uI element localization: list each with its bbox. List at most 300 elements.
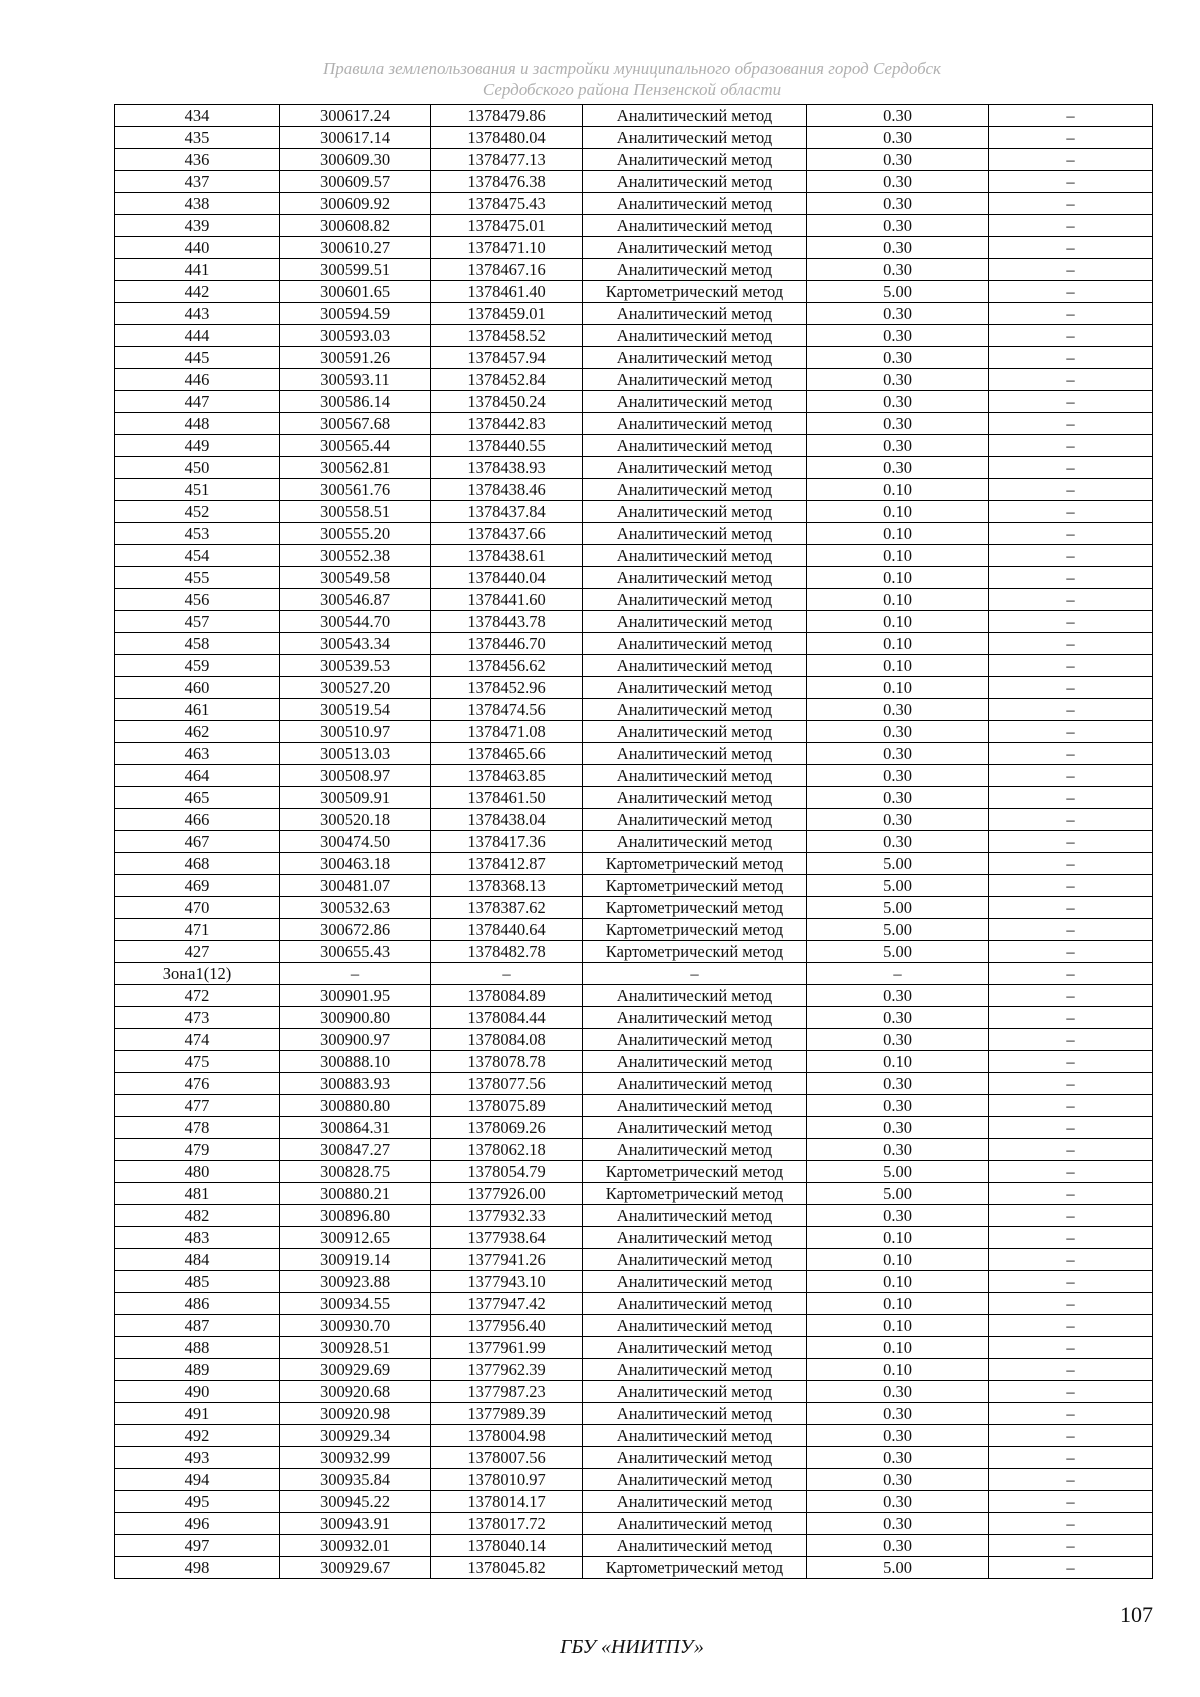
y-coordinate-cell: 1378479.86 <box>431 105 583 127</box>
table-row <box>115 765 1153 787</box>
table-row <box>115 1007 1153 1029</box>
point-number-cell: 462 <box>115 721 280 743</box>
x-coordinate-cell: 300912.65 <box>280 1227 431 1249</box>
accuracy-cell: 0.10 <box>807 611 989 633</box>
table-row <box>115 1161 1153 1183</box>
table-row <box>115 941 1153 963</box>
note-cell: – <box>989 1205 1153 1227</box>
note-cell: – <box>989 1381 1153 1403</box>
note-cell: – <box>989 1073 1153 1095</box>
table-row <box>115 281 1153 303</box>
x-coordinate-cell: 300609.30 <box>280 149 431 171</box>
y-coordinate-cell: 1378084.08 <box>431 1029 583 1051</box>
y-coordinate-cell: 1378471.08 <box>431 721 583 743</box>
y-coordinate-cell: 1378062.18 <box>431 1139 583 1161</box>
accuracy-cell: 0.30 <box>807 809 989 831</box>
x-coordinate-cell: 300508.97 <box>280 765 431 787</box>
x-coordinate-cell: 300672.86 <box>280 919 431 941</box>
accuracy-cell: 5.00 <box>807 941 989 963</box>
x-coordinate-cell: 300932.99 <box>280 1447 431 1469</box>
note-cell: – <box>989 1403 1153 1425</box>
note-cell: – <box>989 1007 1153 1029</box>
x-coordinate-cell: 300943.91 <box>280 1513 431 1535</box>
method-cell: Аналитический метод <box>583 1469 807 1491</box>
point-number-cell: 498 <box>115 1557 280 1579</box>
x-coordinate-cell: 300586.14 <box>280 391 431 413</box>
note-cell: – <box>989 457 1153 479</box>
x-coordinate-cell: 300896.80 <box>280 1205 431 1227</box>
y-coordinate-cell: 1377947.42 <box>431 1293 583 1315</box>
note-cell: – <box>989 479 1153 501</box>
table-row <box>115 1205 1153 1227</box>
point-number-cell: 455 <box>115 567 280 589</box>
note-cell: – <box>989 941 1153 963</box>
accuracy-cell: 5.00 <box>807 281 989 303</box>
document-header <box>0 58 1200 100</box>
note-cell: – <box>989 699 1153 721</box>
accuracy-cell: 0.30 <box>807 149 989 171</box>
table-row <box>115 787 1153 809</box>
method-cell: Аналитический метод <box>583 1139 807 1161</box>
note-cell: – <box>989 985 1153 1007</box>
point-number-cell: 485 <box>115 1271 280 1293</box>
note-cell: – <box>989 193 1153 215</box>
method-cell: – <box>583 963 807 985</box>
accuracy-cell: 0.30 <box>807 1139 989 1161</box>
method-cell: Аналитический метод <box>583 1205 807 1227</box>
method-cell: Аналитический метод <box>583 1271 807 1293</box>
y-coordinate-cell: 1378450.24 <box>431 391 583 413</box>
point-number-cell: 454 <box>115 545 280 567</box>
y-coordinate-cell: 1378017.72 <box>431 1513 583 1535</box>
y-coordinate-cell: 1378452.96 <box>431 677 583 699</box>
note-cell: – <box>989 1293 1153 1315</box>
x-coordinate-cell: 300929.34 <box>280 1425 431 1447</box>
point-number-cell: 463 <box>115 743 280 765</box>
table-row <box>115 1337 1153 1359</box>
table-row <box>115 325 1153 347</box>
table-row <box>115 809 1153 831</box>
y-coordinate-cell: 1378467.16 <box>431 259 583 281</box>
x-coordinate-cell: 300593.11 <box>280 369 431 391</box>
accuracy-cell: 0.30 <box>807 1425 989 1447</box>
table-row <box>115 1535 1153 1557</box>
x-coordinate-cell: 300920.68 <box>280 1381 431 1403</box>
point-number-cell: 456 <box>115 589 280 611</box>
note-cell: – <box>989 369 1153 391</box>
point-number-cell: 452 <box>115 501 280 523</box>
point-number-cell: 450 <box>115 457 280 479</box>
x-coordinate-cell: 300543.34 <box>280 633 431 655</box>
table-row <box>115 457 1153 479</box>
point-number-cell: 441 <box>115 259 280 281</box>
table-row <box>115 699 1153 721</box>
method-cell: Аналитический метод <box>583 149 807 171</box>
accuracy-cell: 0.10 <box>807 1249 989 1271</box>
accuracy-cell: 5.00 <box>807 1557 989 1579</box>
accuracy-cell: 0.30 <box>807 127 989 149</box>
accuracy-cell: 0.30 <box>807 259 989 281</box>
accuracy-cell: 0.10 <box>807 523 989 545</box>
note-cell: – <box>989 1447 1153 1469</box>
x-coordinate-cell: 300609.92 <box>280 193 431 215</box>
y-coordinate-cell: 1378477.13 <box>431 149 583 171</box>
method-cell: Аналитический метод <box>583 457 807 479</box>
table-row <box>115 1381 1153 1403</box>
note-cell: – <box>989 831 1153 853</box>
accuracy-cell: 0.30 <box>807 1205 989 1227</box>
table-row <box>115 831 1153 853</box>
y-coordinate-cell: 1378440.64 <box>431 919 583 941</box>
note-cell: – <box>989 1425 1153 1447</box>
method-cell: Аналитический метод <box>583 105 807 127</box>
y-coordinate-cell: 1378084.89 <box>431 985 583 1007</box>
table-row <box>115 721 1153 743</box>
accuracy-cell: 5.00 <box>807 853 989 875</box>
method-cell: Аналитический метод <box>583 171 807 193</box>
accuracy-cell: 0.30 <box>807 1403 989 1425</box>
x-coordinate-cell: 300481.07 <box>280 875 431 897</box>
accuracy-cell: 0.10 <box>807 677 989 699</box>
accuracy-cell: 0.10 <box>807 655 989 677</box>
note-cell: – <box>989 897 1153 919</box>
note-cell: – <box>989 237 1153 259</box>
y-coordinate-cell: 1378475.01 <box>431 215 583 237</box>
table-row <box>115 567 1153 589</box>
x-coordinate-cell: 300601.65 <box>280 281 431 303</box>
method-cell: Аналитический метод <box>583 1007 807 1029</box>
method-cell: Картометрический метод <box>583 1183 807 1205</box>
y-coordinate-cell: 1378458.52 <box>431 325 583 347</box>
x-coordinate-cell: 300555.20 <box>280 523 431 545</box>
point-number-cell: 438 <box>115 193 280 215</box>
table-row <box>115 1315 1153 1337</box>
method-cell: Аналитический метод <box>583 743 807 765</box>
accuracy-cell: 0.30 <box>807 303 989 325</box>
y-coordinate-cell: 1378443.78 <box>431 611 583 633</box>
point-number-cell: 442 <box>115 281 280 303</box>
method-cell: Аналитический метод <box>583 215 807 237</box>
table-row <box>115 413 1153 435</box>
point-number-cell: 434 <box>115 105 280 127</box>
point-number-cell: 435 <box>115 127 280 149</box>
y-coordinate-cell: 1378482.78 <box>431 941 583 963</box>
page-footer: ГБУ «НИИТПУ» <box>560 1636 704 1658</box>
method-cell: Аналитический метод <box>583 1381 807 1403</box>
method-cell: Аналитический метод <box>583 655 807 677</box>
table-row <box>115 369 1153 391</box>
accuracy-cell: 0.30 <box>807 1029 989 1051</box>
y-coordinate-cell: 1377932.33 <box>431 1205 583 1227</box>
accuracy-cell: 0.30 <box>807 369 989 391</box>
table-row <box>115 391 1153 413</box>
accuracy-cell: 5.00 <box>807 919 989 941</box>
point-number-cell: 437 <box>115 171 280 193</box>
x-coordinate-cell: 300847.27 <box>280 1139 431 1161</box>
accuracy-cell: 0.30 <box>807 985 989 1007</box>
method-cell: Аналитический метод <box>583 1403 807 1425</box>
x-coordinate-cell: 300565.44 <box>280 435 431 457</box>
table-row <box>115 743 1153 765</box>
point-number-cell: 476 <box>115 1073 280 1095</box>
table-row <box>115 1557 1153 1579</box>
table-row <box>115 545 1153 567</box>
point-number-cell: 458 <box>115 633 280 655</box>
point-number-cell: 481 <box>115 1183 280 1205</box>
y-coordinate-cell: 1378442.83 <box>431 413 583 435</box>
x-coordinate-cell: 300919.14 <box>280 1249 431 1271</box>
accuracy-cell: 0.30 <box>807 171 989 193</box>
accuracy-cell: 0.10 <box>807 1315 989 1337</box>
x-coordinate-cell: 300519.54 <box>280 699 431 721</box>
note-cell: – <box>989 567 1153 589</box>
point-number-cell: 464 <box>115 765 280 787</box>
method-cell: Аналитический метод <box>583 1425 807 1447</box>
note-cell: – <box>989 215 1153 237</box>
method-cell: Аналитический метод <box>583 391 807 413</box>
point-number-cell: 493 <box>115 1447 280 1469</box>
x-coordinate-cell: 300609.57 <box>280 171 431 193</box>
accuracy-cell: 0.10 <box>807 501 989 523</box>
method-cell: Аналитический метод <box>583 237 807 259</box>
note-cell: – <box>989 1359 1153 1381</box>
accuracy-cell: 0.30 <box>807 1117 989 1139</box>
x-coordinate-cell: 300608.82 <box>280 215 431 237</box>
point-number-cell: 447 <box>115 391 280 413</box>
method-cell: Аналитический метод <box>583 699 807 721</box>
note-cell: – <box>989 721 1153 743</box>
y-coordinate-cell: 1377962.39 <box>431 1359 583 1381</box>
note-cell: – <box>989 1249 1153 1271</box>
note-cell: – <box>989 1271 1153 1293</box>
table-row <box>115 1491 1153 1513</box>
point-number-cell: 466 <box>115 809 280 831</box>
point-number-cell: 473 <box>115 1007 280 1029</box>
method-cell: Картометрический метод <box>583 1161 807 1183</box>
y-coordinate-cell: 1378440.04 <box>431 567 583 589</box>
accuracy-cell: 0.30 <box>807 105 989 127</box>
header-line-2: Сердобского района Пензенской области <box>482 80 782 99</box>
accuracy-cell: 0.10 <box>807 567 989 589</box>
y-coordinate-cell: 1378075.89 <box>431 1095 583 1117</box>
point-number-cell: 440 <box>115 237 280 259</box>
x-coordinate-cell: 300923.88 <box>280 1271 431 1293</box>
note-cell: – <box>989 1491 1153 1513</box>
point-number-cell: 470 <box>115 897 280 919</box>
table-row <box>115 105 1153 127</box>
point-number-cell: 444 <box>115 325 280 347</box>
x-coordinate-cell: 300591.26 <box>280 347 431 369</box>
y-coordinate-cell: 1377943.10 <box>431 1271 583 1293</box>
x-coordinate-cell: 300513.03 <box>280 743 431 765</box>
point-number-cell: 494 <box>115 1469 280 1491</box>
method-cell: Аналитический метод <box>583 1051 807 1073</box>
x-coordinate-cell: 300594.59 <box>280 303 431 325</box>
y-coordinate-cell: 1378084.44 <box>431 1007 583 1029</box>
table-row <box>115 919 1153 941</box>
accuracy-cell: 0.10 <box>807 545 989 567</box>
x-coordinate-cell: 300549.58 <box>280 567 431 589</box>
table-row <box>115 149 1153 171</box>
y-coordinate-cell: 1378040.14 <box>431 1535 583 1557</box>
x-coordinate-cell: 300935.84 <box>280 1469 431 1491</box>
method-cell: Аналитический метод <box>583 611 807 633</box>
accuracy-cell: – <box>807 963 989 985</box>
note-cell: – <box>989 171 1153 193</box>
header-line-1: Правила землепользования и застройки муниципального образования город Сердобск <box>322 59 941 78</box>
y-coordinate-cell: 1377926.00 <box>431 1183 583 1205</box>
accuracy-cell: 0.30 <box>807 347 989 369</box>
point-number-cell: Зона1(12) <box>115 963 280 985</box>
note-cell: – <box>989 655 1153 677</box>
x-coordinate-cell: 300617.14 <box>280 127 431 149</box>
point-number-cell: 478 <box>115 1117 280 1139</box>
y-coordinate-cell: 1378004.98 <box>431 1425 583 1447</box>
table-row <box>115 897 1153 919</box>
note-cell: – <box>989 853 1153 875</box>
y-coordinate-cell: 1378476.38 <box>431 171 583 193</box>
point-number-cell: 486 <box>115 1293 280 1315</box>
method-cell: Аналитический метод <box>583 127 807 149</box>
x-coordinate-cell: 300558.51 <box>280 501 431 523</box>
y-coordinate-cell: 1378465.66 <box>431 743 583 765</box>
method-cell: Аналитический метод <box>583 435 807 457</box>
x-coordinate-cell: 300930.70 <box>280 1315 431 1337</box>
y-coordinate-cell: 1378368.13 <box>431 875 583 897</box>
point-number-cell: 495 <box>115 1491 280 1513</box>
x-coordinate-cell: 300880.21 <box>280 1183 431 1205</box>
note-cell: – <box>989 1051 1153 1073</box>
accuracy-cell: 0.10 <box>807 633 989 655</box>
y-coordinate-cell: 1378446.70 <box>431 633 583 655</box>
x-coordinate-cell: 300880.80 <box>280 1095 431 1117</box>
note-cell: – <box>989 1227 1153 1249</box>
x-coordinate-cell: 300929.69 <box>280 1359 431 1381</box>
table-row <box>115 1271 1153 1293</box>
y-coordinate-cell: 1377956.40 <box>431 1315 583 1337</box>
method-cell: Аналитический метод <box>583 1359 807 1381</box>
note-cell: – <box>989 809 1153 831</box>
note-cell: – <box>989 1161 1153 1183</box>
y-coordinate-cell: 1378475.43 <box>431 193 583 215</box>
method-cell: Аналитический метод <box>583 787 807 809</box>
point-number-cell: 484 <box>115 1249 280 1271</box>
accuracy-cell: 0.30 <box>807 765 989 787</box>
note-cell: – <box>989 303 1153 325</box>
accuracy-cell: 0.30 <box>807 435 989 457</box>
accuracy-cell: 0.10 <box>807 1051 989 1073</box>
table-row <box>115 1227 1153 1249</box>
note-cell: – <box>989 1139 1153 1161</box>
method-cell: Аналитический метод <box>583 1029 807 1051</box>
y-coordinate-cell: 1378437.84 <box>431 501 583 523</box>
method-cell: Аналитический метод <box>583 1095 807 1117</box>
x-coordinate-cell: 300901.95 <box>280 985 431 1007</box>
point-number-cell: 461 <box>115 699 280 721</box>
note-cell: – <box>989 325 1153 347</box>
note-cell: – <box>989 413 1153 435</box>
point-number-cell: 471 <box>115 919 280 941</box>
accuracy-cell: 0.30 <box>807 1447 989 1469</box>
y-coordinate-cell: 1378069.26 <box>431 1117 583 1139</box>
accuracy-cell: 5.00 <box>807 897 989 919</box>
table-row <box>115 1359 1153 1381</box>
method-cell: Аналитический метод <box>583 1227 807 1249</box>
point-number-cell: 449 <box>115 435 280 457</box>
note-cell: – <box>989 1337 1153 1359</box>
x-coordinate-cell: 300655.43 <box>280 941 431 963</box>
table-row <box>115 1183 1153 1205</box>
note-cell: – <box>989 1557 1153 1579</box>
note-cell: – <box>989 1029 1153 1051</box>
point-number-cell: 467 <box>115 831 280 853</box>
table-row <box>115 1403 1153 1425</box>
note-cell: – <box>989 1315 1153 1337</box>
table-row <box>115 1249 1153 1271</box>
method-cell: Аналитический метод <box>583 567 807 589</box>
x-coordinate-cell: 300562.81 <box>280 457 431 479</box>
table-row <box>115 611 1153 633</box>
table-row <box>115 633 1153 655</box>
accuracy-cell: 0.30 <box>807 1535 989 1557</box>
accuracy-cell: 0.30 <box>807 391 989 413</box>
method-cell: Картометрический метод <box>583 281 807 303</box>
y-coordinate-cell: 1378441.60 <box>431 589 583 611</box>
y-coordinate-cell: 1378014.17 <box>431 1491 583 1513</box>
accuracy-cell: 0.30 <box>807 831 989 853</box>
point-number-cell: 492 <box>115 1425 280 1447</box>
y-coordinate-cell: 1378438.04 <box>431 809 583 831</box>
method-cell: Аналитический метод <box>583 347 807 369</box>
table-row <box>115 985 1153 1007</box>
note-cell: – <box>989 1117 1153 1139</box>
y-coordinate-cell: 1377941.26 <box>431 1249 583 1271</box>
table-row <box>115 1469 1153 1491</box>
method-cell: Картометрический метод <box>583 853 807 875</box>
accuracy-cell: 5.00 <box>807 1161 989 1183</box>
method-cell: Аналитический метод <box>583 1073 807 1095</box>
accuracy-cell: 0.30 <box>807 787 989 809</box>
table-row <box>115 589 1153 611</box>
point-number-cell: 490 <box>115 1381 280 1403</box>
accuracy-cell: 0.30 <box>807 699 989 721</box>
note-cell: – <box>989 589 1153 611</box>
accuracy-cell: 0.30 <box>807 1381 989 1403</box>
point-number-cell: 451 <box>115 479 280 501</box>
y-coordinate-cell: 1378459.01 <box>431 303 583 325</box>
point-number-cell: 469 <box>115 875 280 897</box>
table-row <box>115 435 1153 457</box>
method-cell: Аналитический метод <box>583 479 807 501</box>
x-coordinate-cell: 300546.87 <box>280 589 431 611</box>
note-cell: – <box>989 1469 1153 1491</box>
table-row <box>115 1425 1153 1447</box>
note-cell: – <box>989 1095 1153 1117</box>
note-cell: – <box>989 677 1153 699</box>
accuracy-cell: 0.30 <box>807 1095 989 1117</box>
table-row <box>115 1513 1153 1535</box>
method-cell: Картометрический метод <box>583 919 807 941</box>
note-cell: – <box>989 523 1153 545</box>
point-number-cell: 457 <box>115 611 280 633</box>
accuracy-cell: 0.30 <box>807 721 989 743</box>
table-row <box>115 479 1153 501</box>
accuracy-cell: 0.10 <box>807 589 989 611</box>
table-row <box>115 655 1153 677</box>
y-coordinate-cell: 1378438.46 <box>431 479 583 501</box>
x-coordinate-cell: 300561.76 <box>280 479 431 501</box>
x-coordinate-cell: – <box>280 963 431 985</box>
